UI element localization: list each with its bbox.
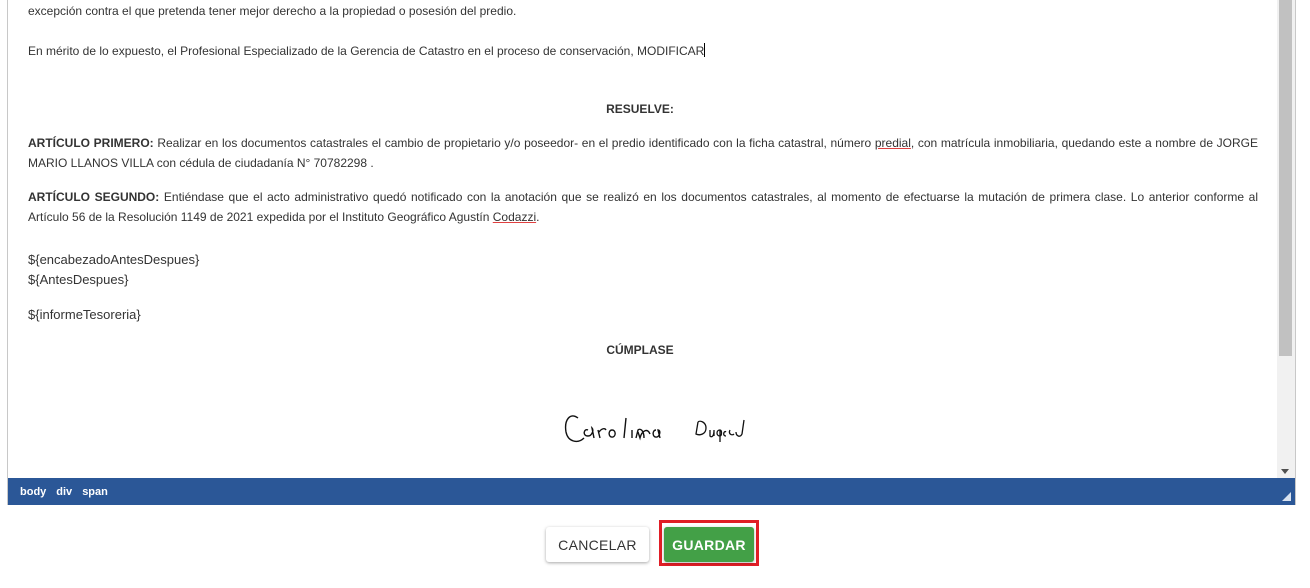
text-caret (704, 43, 705, 57)
spellcheck-word-codazzi: Codazzi (492, 210, 537, 224)
element-path-body[interactable]: body (20, 485, 47, 498)
save-button[interactable]: GUARDAR (664, 527, 754, 562)
cumplase-heading: CÚMPLASE (606, 343, 674, 357)
element-path-span[interactable]: span (82, 485, 108, 498)
article-second-label: ARTÍCULO SEGUNDO: (28, 190, 160, 204)
scrollbar-thumb[interactable] (1279, 0, 1292, 356)
resuelve-heading: RESUELVE: (606, 102, 674, 116)
template-var-antes-despues: ${AntesDespues} (28, 272, 129, 287)
resize-handle-icon[interactable] (1282, 492, 1291, 501)
element-path-div[interactable]: div (56, 485, 73, 498)
paragraph-possession: excepción contra el que pretenda tener mejor derecho a la propiedad o posesión del predio. (28, 4, 517, 18)
template-var-informe-tesoreria: ${informeTesoreria} (28, 307, 141, 322)
article-second: ARTÍCULO SEGUNDO: Entiéndase que el acto administrativo quedó notificado con la anotación que se realizó en los documentos catastrales, al momento de efectuarse la mutación de primera clase. Lo anterior conforme al Artículo 56 de la Resolución 1149 de 2021 expedida por el Instituto Geográfico Agustín Codazzi. (28, 190, 1258, 224)
scroll-down-arrow-icon[interactable] (1281, 469, 1289, 474)
signature-image (508, 400, 748, 460)
paragraph-merit: En mérito de lo expuesto, el Profesional Especializado de la Gerencia de Catastro en el proceso de conservación, MODIFICAR (28, 44, 705, 58)
template-var-encabezado: ${encabezadoAntesDespues} (28, 252, 200, 267)
article-first: ARTÍCULO PRIMERO: Realizar en los documentos catastrales el cambio de propietario y/o poseedor- en el predio identificado con la ficha catastral, número predial, con matrícula inmobiliaria, quedando este a nombre de JORGE MARIO LLANOS VILLA con cédula de ciudadanía N° 70782298 . (28, 136, 1258, 170)
rich-text-editor[interactable] (7, 0, 1296, 505)
editor-scrollbar[interactable] (1277, 0, 1295, 478)
spellcheck-word-predial: predial (874, 136, 911, 150)
cancel-button[interactable]: CANCELAR (546, 527, 649, 562)
editor-statusbar (8, 478, 1295, 505)
article-first-label: ARTÍCULO PRIMERO: (28, 136, 154, 150)
editor-content-area[interactable] (8, 0, 1278, 478)
